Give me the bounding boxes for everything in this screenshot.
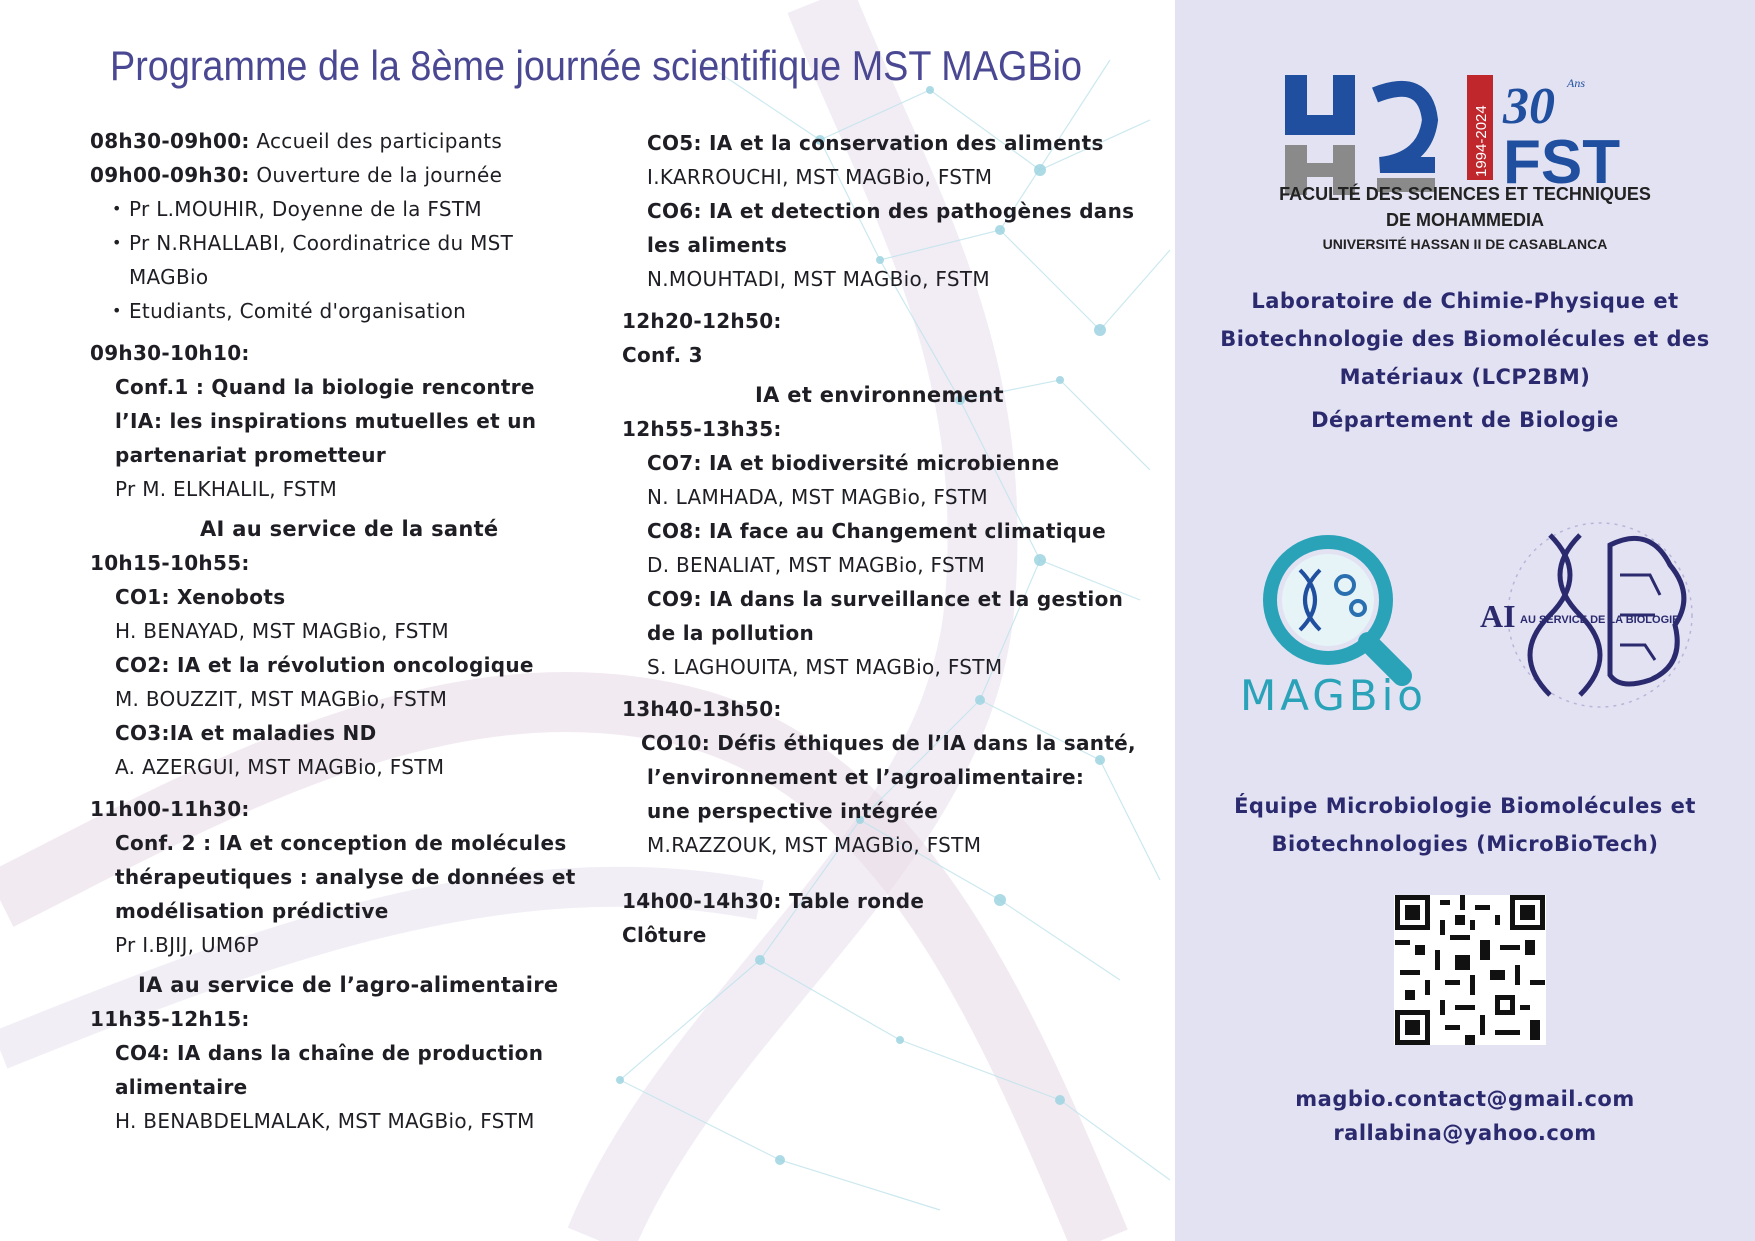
- qr-code[interactable]: [1394, 895, 1546, 1045]
- speaker: M.RAZZOUK, MST MAGBio, FSTM: [647, 833, 982, 857]
- talk-title: CO4: IA dans la chaîne de production: [115, 1041, 544, 1065]
- ai-tagline: AU SERVICE DE LA BIOLOGIE: [1520, 614, 1680, 626]
- talk-title: de la pollution: [647, 621, 815, 645]
- speaker: Pr I.BJIJ, UM6P: [115, 933, 259, 957]
- schedule-item: 08h30-09h00: Accueil des participants: [90, 129, 503, 153]
- talk-title: CO10: Défis éthiques de l’IA dans la santé,: [641, 731, 1136, 755]
- talk-title: CO3:IA et maladies ND: [115, 721, 377, 745]
- talk-title: CO5: IA et la conservation des aliments: [647, 131, 1104, 155]
- schedule-time: 10h15-10h55:: [90, 551, 250, 575]
- speaker: A. AZERGUI, MST MAGBio, FSTM: [115, 755, 445, 779]
- talk-title: CO6: IA et detection des pathogènes dans: [647, 199, 1135, 223]
- talk-title: modélisation prédictive: [115, 899, 389, 923]
- talk-title: l’environnement et l’agroalimentaire:: [647, 765, 1085, 789]
- list-item: • Pr N.RHALLABI, Coordinatrice du MST MAGBio: [90, 226, 569, 294]
- talk-title: une perspective intégrée: [647, 799, 939, 823]
- talk-title: Conf. 2 : IA et conception de molécules: [115, 831, 567, 855]
- schedule-item: 14h00-14h30: Table ronde: [622, 889, 925, 913]
- talk-title: CO9: IA dans la surveillance et la gestion: [647, 587, 1124, 611]
- speaker: H. BENAYAD, MST MAGBio, FSTM: [115, 619, 449, 643]
- schedule-time: 12h20-12h50:: [622, 309, 782, 333]
- list-item: • Pr L.MOUHIR, Doyenne de la FSTM: [90, 192, 590, 226]
- ai-biology-logo: [1480, 515, 1710, 715]
- schedule-time: 11h00-11h30:: [90, 797, 250, 821]
- talk-title: alimentaire: [115, 1075, 248, 1099]
- section-heading: AI au service de la santé: [200, 517, 499, 541]
- team-name: Équipe Microbiologie Biomolécules et Biotechnologies (MicroBioTech): [1234, 794, 1696, 856]
- speaker: H. BENABDELMALAK, MST MAGBio, FSTM: [115, 1109, 535, 1133]
- talk-title: partenariat prometteur: [115, 443, 386, 467]
- program-column-left: [90, 124, 590, 1138]
- talk-title: Conf. 3: [622, 343, 703, 367]
- anniversary-number: 30: [1503, 78, 1555, 135]
- talk-title: CO7: IA et biodiversité microbienne: [647, 451, 1060, 475]
- magbio-logo: [1240, 530, 1460, 720]
- faculty-city: DE MOHAMMEDIA: [1386, 210, 1544, 230]
- speaker: D. BENALIAT, MST MAGBio, FSTM: [647, 553, 986, 577]
- speaker: N.MOUHTADI, MST MAGBio, FSTM: [647, 267, 990, 291]
- talk-title: CO1: Xenobots: [115, 585, 286, 609]
- talk-title: CO8: IA face au Changement climatique: [647, 519, 1106, 543]
- closing: Clôture: [622, 923, 707, 947]
- faculty-name: FACULTÉ DES SCIENCES ET TECHNIQUES: [1279, 184, 1651, 204]
- schedule-time: 12h55-13h35:: [622, 417, 782, 441]
- university-name: UNIVERSITÉ HASSAN II DE CASABLANCA: [1322, 236, 1608, 252]
- list-item: • Etudiants, Comité d'organisation: [90, 294, 590, 328]
- contact-emails: [1175, 1082, 1755, 1150]
- schedule-time: 09h30-10h10:: [90, 341, 250, 365]
- program-column-right: [622, 126, 1136, 952]
- department-name: Département de Biologie: [1311, 408, 1619, 432]
- years-text: 1994-2024: [1473, 105, 1490, 177]
- speaker: M. BOUZZIT, MST MAGBio, FSTM: [115, 687, 448, 711]
- section-heading: IA et environnement: [755, 383, 1004, 407]
- email-link[interactable]: magbio.contact@gmail.com: [1295, 1087, 1635, 1111]
- speaker: N. LAMHADA, MST MAGBio, FSTM: [647, 485, 988, 509]
- section-heading: IA au service de l’agro-alimentaire: [138, 973, 559, 997]
- talk-title: CO2: IA et la révolution oncologique: [115, 653, 534, 677]
- email-link[interactable]: rallabina@yahoo.com: [1333, 1121, 1597, 1145]
- speaker: Pr M. ELKHALIL, FSTM: [115, 477, 338, 501]
- schedule-time: 13h40-13h50:: [622, 697, 782, 721]
- speaker: S. LAGHOUITA, MST MAGBio, FSTM: [647, 655, 1003, 679]
- lab-name: Laboratoire de Chimie-Physique et Biotechnologie des Biomolécules et des Matériaux (LCP2BM): [1220, 289, 1710, 389]
- speaker: I.KARROUCHI, MST MAGBio, FSTM: [647, 165, 993, 189]
- talk-title: les aliments: [647, 233, 788, 257]
- talk-title: thérapeutiques : analyse de données et: [115, 865, 576, 889]
- magbio-wordmark: MAGBio: [1240, 671, 1427, 720]
- fst-letters: FST: [1503, 128, 1621, 197]
- talk-title: Conf.1 : Quand la biologie rencontre: [115, 375, 535, 399]
- ai-text: AI: [1480, 598, 1516, 634]
- anniversary-label: Ans: [1567, 76, 1585, 90]
- schedule-time: 11h35-12h15:: [90, 1007, 250, 1031]
- schedule-item: 09h00-09h30: Ouverture de la journée: [90, 163, 503, 187]
- talk-title: l’IA: les inspirations mutuelles et un: [115, 409, 537, 433]
- page-title: Programme de la 8ème journée scientifique MST MAGBio: [110, 42, 1083, 89]
